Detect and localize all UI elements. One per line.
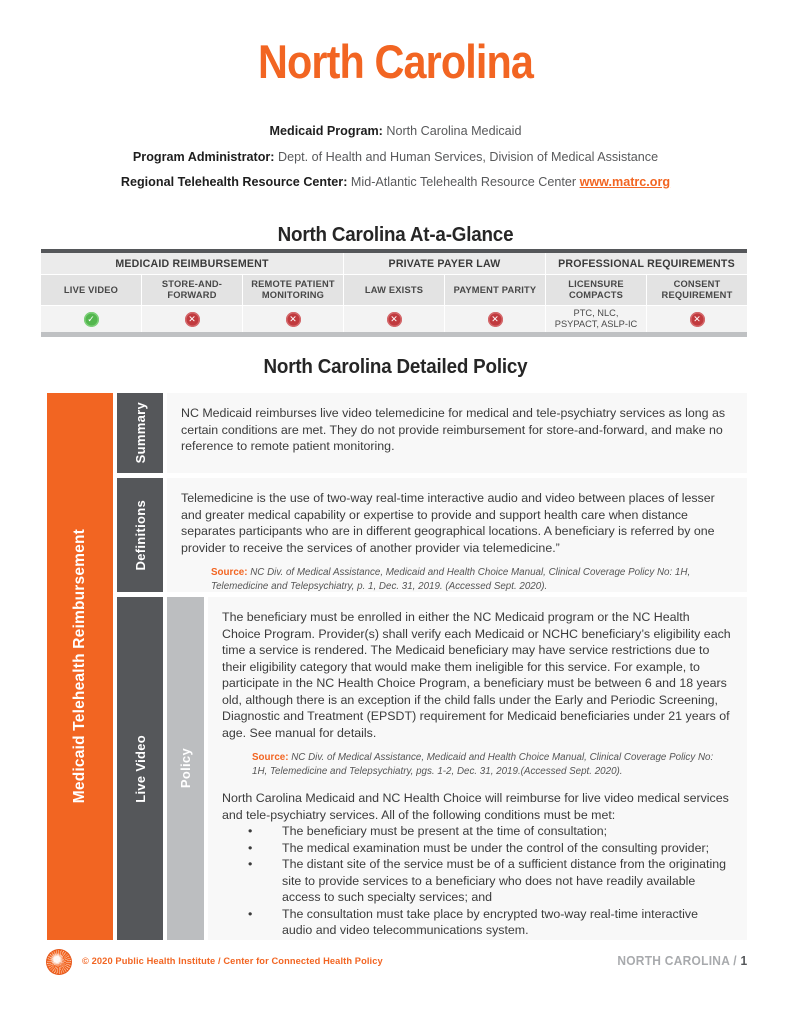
group-header-professional-requirements: PROFESSIONAL REQUIREMENTS xyxy=(546,253,747,274)
program-meta xyxy=(0,119,791,196)
copyright-text: © 2020 Public Health Institute / Center for Connected Health Policy xyxy=(82,956,383,966)
definitions-label: Definitions xyxy=(132,499,148,571)
column-header-payment-parity: PAYMENT PARITY xyxy=(445,275,545,305)
definitions-text: Telemedicine is the use of two-way real-time interactive audio and video between places of lesser and greater medical capability or expertise to provide and support health care when distance separates participants who are in different geographical locations. A beneficiary is referred by one provider to receive the services of another provider via telemedicine.” xyxy=(181,491,715,555)
summary-content xyxy=(167,393,747,473)
resource-center-line xyxy=(0,170,791,196)
list-item: • The consultation must take place by encrypted two-way real-time interactive audio and video telecommunications system. xyxy=(282,906,731,939)
live-video-label: Live Video xyxy=(132,734,148,803)
live-video-conditions-list xyxy=(222,823,731,939)
cchp-sunburst-logo-icon xyxy=(46,949,72,975)
cross-icon: ✕ xyxy=(488,312,503,327)
live-video-source-1 xyxy=(252,751,731,778)
program-administrator-value: Dept. of Health and Human Services, Division of Medical Assistance xyxy=(278,149,659,164)
medicaid-program-value: North Carolina Medicaid xyxy=(386,124,522,138)
policy-sublabel: Policy xyxy=(178,748,193,789)
value-live-video xyxy=(41,306,141,332)
column-header-consent-requirement: CONSENT REQUIREMENT xyxy=(647,275,747,305)
live-video-content xyxy=(208,597,747,940)
list-item: • The distant site of the service must be of a sufficient distance from the originating site to provide services to a beneficiary who does not have readily available access to such specialty services; and xyxy=(282,856,731,906)
detailed-policy-section xyxy=(47,393,747,940)
page-reference xyxy=(617,953,747,968)
detailed-policy-title: North Carolina Detailed Policy xyxy=(263,356,528,378)
list-item: • The beneficiary must be present at the time of consultation; xyxy=(282,823,731,840)
summary-row xyxy=(117,393,747,473)
live-video-paragraph-1: The beneficiary must be enrolled in either the NC Medicaid program or the NC Health Choice Program. Provider(s) shall verify each Medicaid or NCHC beneficiary’s eligibility each time a service is rendered. The Medicaid beneficiary may have service restrictions due to their eligibility category that would make them ineligible for this service. For example, to participate in the NC Health Choice Program, a beneficiary must be between 6 and 18 years old, although there is an exception if the child falls under the Early and Periodic Screening, Diagnostic and Treatment (EPSDT) requirement for Medicaid beneficiaries under 21 years of age. See manual for details. xyxy=(222,610,731,740)
live-video-paragraph-2: North Carolina Medicaid and NC Health Choice will reimburse for live video medical services and tele-psychiatry services. All of the following conditions must be met: xyxy=(222,791,729,822)
column-header-law-exists: LAW EXISTS xyxy=(344,275,444,305)
source-citation: NC Div. of Medical Assistance, Medicaid and Health Choice Manual, Clinical Coverage Policy No: 1H, Telemedicine and Telepsychiatry, pgs. 1-2, Dec. 31, 2019.(Accessed Sept. 2020). xyxy=(252,752,714,777)
cross-icon: ✕ xyxy=(185,312,200,327)
check-icon: ✓ xyxy=(84,312,99,327)
cross-icon: ✕ xyxy=(690,312,705,327)
value-remote-patient-monitoring xyxy=(243,306,343,332)
cross-icon: ✕ xyxy=(387,312,402,327)
column-header-licensure-compacts: LICENSURE COMPACTS xyxy=(546,275,646,305)
group-header-private-payer-law: PRIVATE PAYER LAW xyxy=(344,253,545,274)
summary-label-column xyxy=(117,393,163,473)
category-bar-medicaid-telehealth-reimbursement xyxy=(47,393,113,940)
at-a-glance-table xyxy=(41,249,747,337)
column-header-store-and-forward: STORE-AND-FORWARD xyxy=(142,275,242,305)
medicaid-program-label: Medicaid Program: xyxy=(269,124,383,138)
definitions-source xyxy=(211,566,731,592)
value-licensure-compacts: PTC, NLC, PSYPACT, ASLP-IC xyxy=(546,306,646,332)
definitions-row xyxy=(117,478,747,592)
group-header-medicaid-reimbursement: MEDICAID REIMBURSEMENT xyxy=(41,253,343,274)
medicaid-program-line xyxy=(0,119,791,145)
matrc-link[interactable]: www.matrc.org xyxy=(579,175,671,189)
category-bar-label: Medicaid Telehealth Reimbursement xyxy=(71,529,88,804)
column-header-live-video: LIVE VIDEO xyxy=(41,275,141,305)
value-payment-parity xyxy=(445,306,545,332)
policy-sub-column xyxy=(167,597,204,940)
page-number: 1 xyxy=(740,953,747,968)
resource-center-label: Regional Telehealth Resource Center: xyxy=(120,175,348,189)
source-label: Source: xyxy=(252,752,289,763)
resource-center-value: Mid-Atlantic Telehealth Resource Center xyxy=(350,175,577,189)
summary-label: Summary xyxy=(132,402,148,464)
value-law-exists xyxy=(344,306,444,332)
definitions-content xyxy=(167,478,747,592)
page-ref-state: NORTH CAROLINA / xyxy=(616,953,741,968)
page-title: North Carolina xyxy=(258,35,533,88)
cross-icon: ✕ xyxy=(286,312,301,327)
list-item: • The medical examination must be under the control of the consulting provider; xyxy=(282,840,731,857)
page-footer xyxy=(0,946,791,980)
live-video-label-column xyxy=(117,597,163,940)
at-a-glance-title: North Carolina At-a-Glance xyxy=(277,224,514,246)
value-store-and-forward xyxy=(142,306,242,332)
program-administrator-label: Program Administrator: xyxy=(132,149,275,164)
definitions-label-column xyxy=(117,478,163,592)
live-video-row xyxy=(117,597,747,940)
summary-text: NC Medicaid reimburses live video telemedicine for medical and tele-psychiatry services as long as certain conditions are met. They do not provide reimbursement for store-and-forward, and make no reference to remote patient monitoring. xyxy=(181,406,726,453)
source-label: Source: xyxy=(211,567,248,578)
program-administrator-line xyxy=(0,145,791,171)
value-consent-requirement xyxy=(647,306,747,332)
column-header-remote-patient-monitoring: REMOTE PATIENT MONITORING xyxy=(243,275,343,305)
source-citation: NC Div. of Medical Assistance, Medicaid and Health Choice Manual, Clinical Coverage Policy No: 1H, Telemedicine and Telepsychiatry, p. 1, Dec. 31, 2019. (Accessed Sept. 2020). xyxy=(211,567,691,592)
